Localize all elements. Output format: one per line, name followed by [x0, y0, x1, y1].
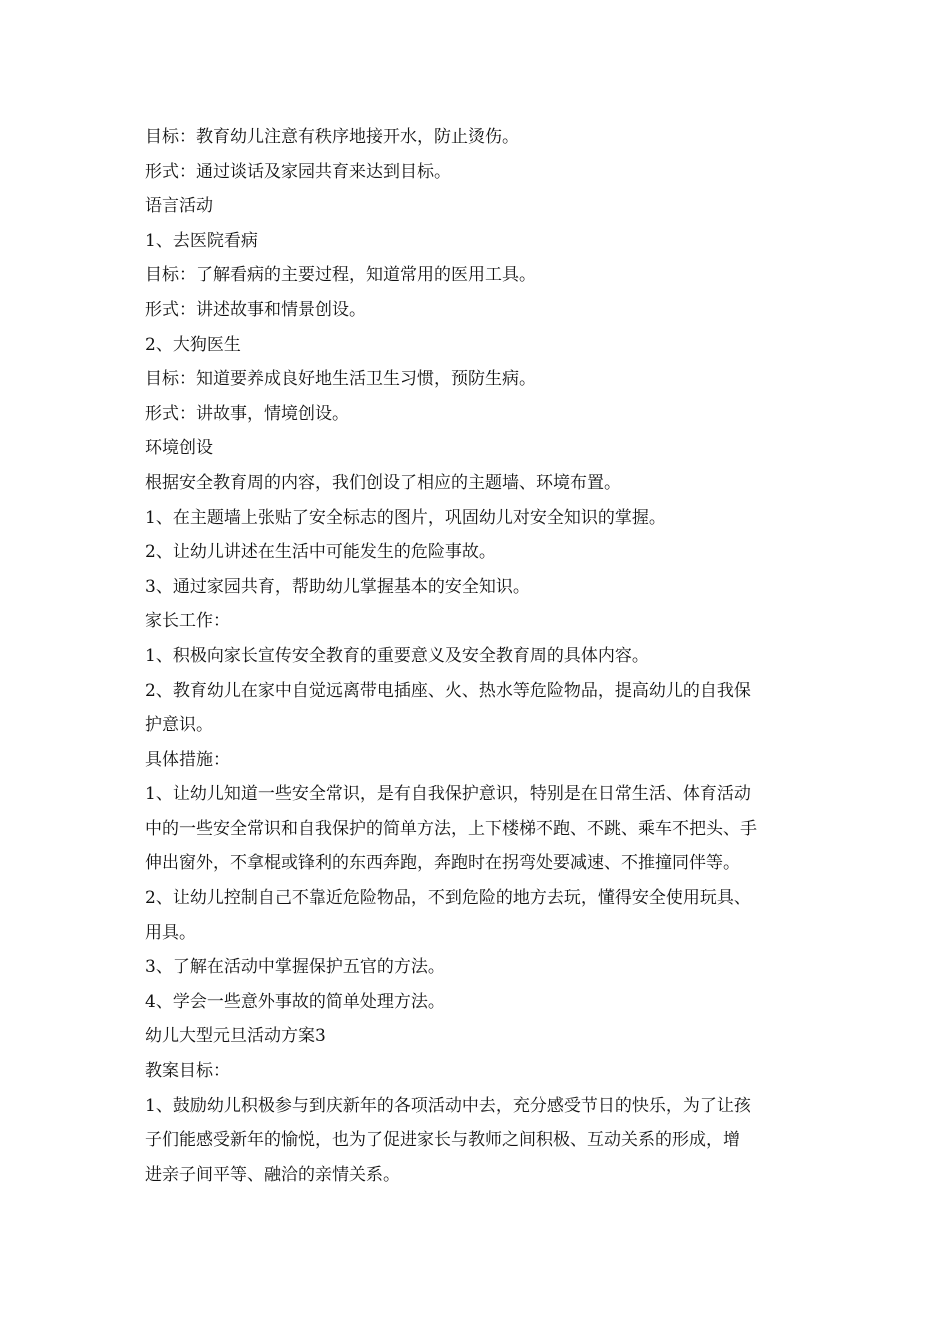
text-line: 2、让幼儿控制自己不靠近危险物品，不到危险的地方去玩，懂得安全使用玩具、	[145, 888, 751, 909]
text-line: 3、了解在活动中掌握保护五官的方法。	[145, 957, 445, 978]
section-heading: 环境创设	[145, 438, 213, 459]
text-line: 2、让幼儿讲述在生活中可能发生的危险事故。	[145, 542, 496, 563]
text-line: 目标：了解看病的主要过程，知道常用的医用工具。	[145, 265, 536, 286]
text-line: 形式：讲故事，情境创设。	[145, 403, 349, 424]
text-line: 护意识。	[145, 715, 213, 736]
text-line: 1、鼓励幼儿积极参与到庆新年的各项活动中去，充分感受节日的快乐，为了让孩	[145, 1095, 751, 1116]
text-line: 1、去医院看病	[145, 230, 258, 251]
text-line: 目标：知道要养成良好地生活卫生习惯，预防生病。	[145, 369, 536, 390]
text-line: 4、学会一些意外事故的简单处理方法。	[145, 991, 445, 1012]
document-body	[145, 120, 815, 1192]
text-line: 1、让幼儿知道一些安全常识，是有自我保护意识，特别是在日常生活、体育活动	[145, 784, 751, 805]
section-heading: 家长工作：	[145, 611, 230, 632]
text-line: 形式：讲述故事和情景创设。	[145, 299, 366, 320]
text-line: 2、大狗医生	[145, 334, 241, 355]
text-line: 根据安全教育周的内容，我们创设了相应的主题墙、环境布置。	[145, 472, 621, 493]
section-heading: 语言活动	[145, 196, 213, 217]
text-line: 进亲子间平等、融洽的亲情关系。	[145, 1164, 400, 1185]
text-line: 3、通过家园共育，帮助幼儿掌握基本的安全知识。	[145, 576, 530, 597]
section-heading: 幼儿大型元旦活动方案3	[145, 1026, 326, 1047]
text-line: 伸出窗外，不拿棍或锋利的东西奔跑，奔跑时在拐弯处要减速、不推撞同伴等。	[145, 853, 740, 874]
text-line: 1、积极向家长宣传安全教育的重要意义及安全教育周的具体内容。	[145, 645, 649, 666]
text-line: 1、在主题墙上张贴了安全标志的图片，巩固幼儿对安全知识的掌握。	[145, 507, 666, 528]
text-line: 2、教育幼儿在家中自觉远离带电插座、火、热水等危险物品，提高幼儿的自我保	[145, 680, 751, 701]
section-heading: 具体措施：	[145, 749, 230, 770]
text-line: 形式：通过谈话及家园共育来达到目标。	[145, 161, 451, 182]
text-line: 中的一些安全常识和自我保护的简单方法，上下楼梯不跑、不跳、乘车不把头、手	[145, 818, 757, 839]
text-line: 子们能感受新年的愉悦，也为了促进家长与教师之间积极、互动关系的形成，增	[145, 1130, 740, 1151]
text-line: 用具。	[145, 922, 196, 943]
section-heading: 教案目标：	[145, 1061, 230, 1082]
text-line: 目标：教育幼儿注意有秩序地接开水，防止烫伤。	[145, 127, 519, 147]
